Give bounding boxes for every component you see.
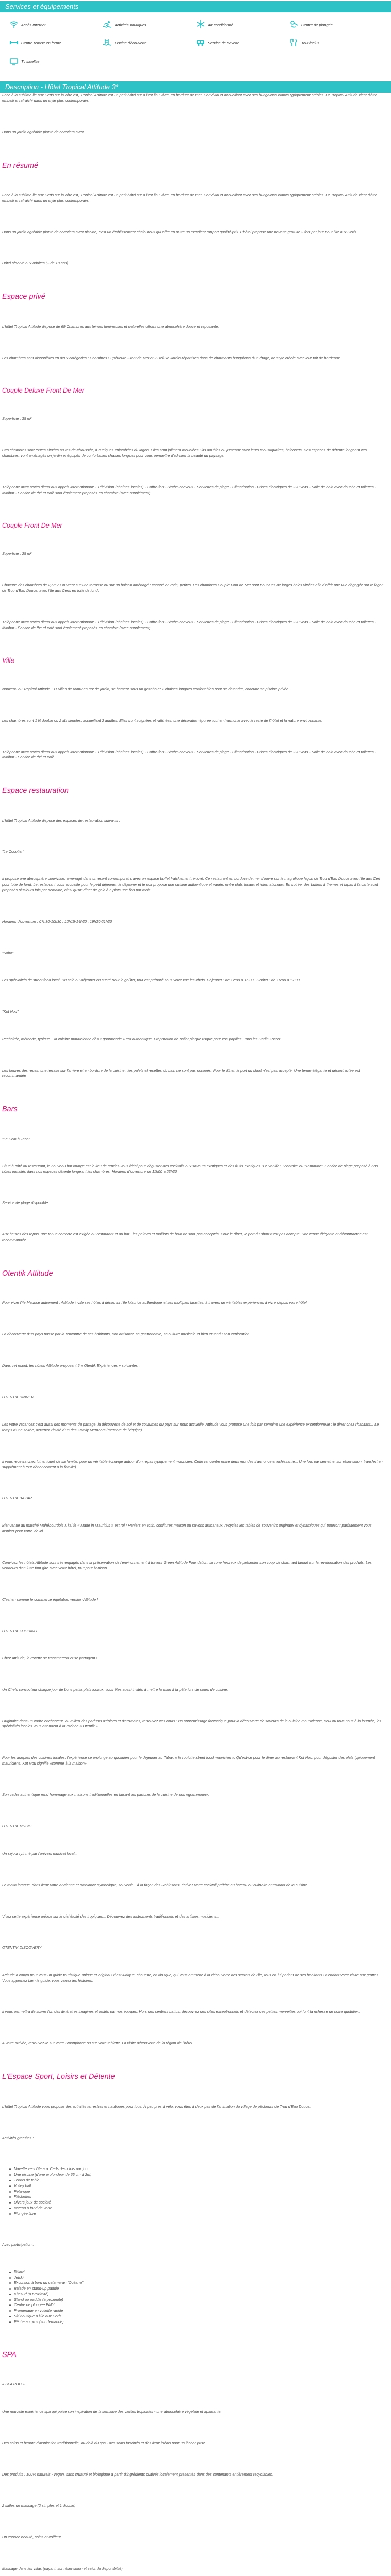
- paragraph: 2 salles de massage (2 simples et 1 double): [2, 2503, 76, 2508]
- paragraph: Les spécialités de street food local. Du salé au déjeuner ou sucré pour le goûter, tout est préparé sous votre vue les chefs. Déjeuner : de 12:00 à 15:00 | Goûter : de 16:00 à 17:00: [2, 977, 300, 982]
- dumbbell-icon: [9, 38, 19, 49]
- list-item: Tennis de table: [9, 2178, 389, 2183]
- list-item: Ski nautique à l'île aux Cerfs: [9, 2314, 389, 2319]
- paragraph: Pechoirée, méthode, typique... la cuisine mauricienne dès « gourmande » est authentique. Préparation de palier plaque risque pour vos papilles. Tous les Carlin Foster: [2, 1036, 281, 1041]
- paragraph: "Sobo": [2, 950, 14, 955]
- list-item: Volley ball: [9, 2183, 389, 2189]
- section-title: L'Espace Sport, Loisirs et Détente: [2, 2073, 115, 2081]
- list-item: Centre de plongée PADI: [9, 2302, 389, 2308]
- equipment-item: [289, 20, 383, 31]
- equipment-item: [196, 38, 289, 49]
- paragraph: Le matin lorsque, dans lieux votre ancienne et ambiance symbolique, souvenir... À la façon des Robinsons, écrivez votre cocktail préféré au bateau ou culinaire entrainant de la cuisine...: [2, 1882, 311, 1887]
- section-title: Otentik Attitude: [2, 1269, 53, 1278]
- paragraph: Une nouvelle expérience spa qui puise son inspiration de la semaine des vieilles tropicales - une atmosphère végétale et apaisante.: [2, 2409, 222, 2414]
- paragraph: Attitude a conçu pour vous un guide touristique unique et original ! Il est ludique, chouette, en kiosque, qui vous emmène à la découverte des secrets de l'île, tous en lui parlant de ses habitants ! Pendant votre visite aux grottes. Vous apprenez bien le guide, vous verrez les histoires.: [2, 1972, 380, 1983]
- equipment-item: [103, 38, 196, 49]
- equipment-label: Tv satellite: [21, 59, 40, 64]
- equipment-label: Tout inclus: [301, 41, 320, 46]
- paragraph: Un Chefs concocteur chaque jour de bons petits plats locaux, vous êtes aussi invités à mettre la main à la pâte lors de cours de cuisine.: [2, 1687, 229, 1692]
- section-title: Couple Deluxe Front De Mer: [2, 386, 85, 394]
- paragraph: « SPA POD »: [2, 2382, 25, 2387]
- equipment-label: Piscine découverte: [115, 41, 147, 46]
- bullet-list: [9, 2166, 389, 2216]
- description-content: [0, 93, 391, 2576]
- section-title: En résumé: [2, 161, 39, 170]
- paragraph: L'hôtel Tropical Attitude vous propose des activités terrestres et nautiques pour tous. À peu près à vélo, vous êtes à deux pas de l'animation du village de pêcheurs de Trou d'Eau Douce.: [2, 2104, 311, 2109]
- paragraph: OTENTIK FOODING: [2, 1628, 37, 1633]
- paragraph: OTENTIK DINNER: [2, 1395, 34, 1400]
- pool-icon: [103, 38, 112, 49]
- paragraph: Les chambres sont disponibles en deux catégories : Chambres Supérieure Front de Mer et 2 Deluxe Jardin-répartisen dans de charmants bungalows d'un étage, de style créole avec leur toit de bardeaux.: [2, 355, 341, 360]
- paragraph: OTENTIK DISCOVERY: [2, 1945, 42, 1950]
- paragraph: Les chambres sont 1 lit double ou 2 lits simples, accueillent 2 adultes. Elles sont soignées et raffinées, une décoration épurée tout en harmonie avec le reste de l'hôtel et la nature environnante.: [2, 718, 323, 723]
- paragraph: Dans cet esprit, les hôtels Attitude proposent 5 « Otentik Expériences » suivantes :: [2, 1363, 140, 1368]
- wifi-icon: [9, 20, 19, 31]
- paragraph: Chacune des chambres de 2,5m2 s'ouvrent sur une terrasse ou sur un balcon aménagé : canapé en rotin, petites. Les chambres Couple Font de Mer sont pourvues de larges baies vitrées afin d'offrir une vue dégagée sur le lagon de Trou d'Eau Douce, avec l'île aux Cerfs en toile de fond.: [2, 583, 384, 594]
- paragraph: L'hôtel Tropical Attitude dispose de 69 Chambres aux teintes lumineuses et naturelles offrant une atmosphère douce et reposante.: [2, 324, 219, 329]
- paragraph: A votre arrivée, retrouvez-le sur votre Smartphone ou sur votre tablette. La visite découverte de la région de l'hôtel.: [2, 2041, 193, 2046]
- equipment-label: Centre remise en forme: [21, 41, 61, 46]
- paragraph: C'est en somme le commerce équitable, version Attitude !: [2, 1597, 99, 1602]
- swimmer-icon: [103, 20, 112, 31]
- paragraph: Un espace beauté, soins et coiffeur: [2, 2534, 61, 2539]
- paragraph: L'hôtel Tropical Attitude dispose des espaces de restauration suivants :: [2, 818, 120, 823]
- intro-paragraph: Dans un jardin agréable planté de cocotiers avec ...: [2, 129, 88, 134]
- paragraph: Bienvenue au marché Mahébourdois !, l'al fe « Made in Mauritius » est roi ! Paniers en rotin, confitures maison ou savons artisanaux, recycles les tables de souvenirs originaux et dynamiques qui pourront parfaitement vous inspirer pour votre vie ici.: [2, 1523, 372, 1534]
- paragraph: Vivez cette expérience unique sur le ciel étoilé des tropiques... Découvrez des instruments traditionnels et des artistes musiciens...: [2, 1913, 220, 1919]
- paragraph: Massage dans les villas (payant, sur réservation et selon la disponibilité): [2, 2566, 123, 2571]
- equipment-label: Centre de plongée: [301, 22, 333, 27]
- section-title: SPA: [2, 2350, 17, 2359]
- all-inclusive-icon: [289, 38, 299, 49]
- list-item: Bateau à fond de verre: [9, 2206, 389, 2211]
- paragraph: Horaires d'ouverture : 07h30-10h30 : 12h15-14h30 : 19h30-21h30: [2, 919, 112, 924]
- section-title: Couple Front De Mer: [2, 521, 62, 529]
- paragraph: Un séjour rythmé par l'univers musical local...: [2, 1851, 78, 1856]
- equipment-grid: [0, 12, 391, 74]
- list-item: Pétanque: [9, 2189, 389, 2195]
- equipment-label: Service de navette: [208, 41, 240, 46]
- paragraph: Service de plage disponible: [2, 1200, 48, 1206]
- section-title: Villa: [2, 656, 14, 664]
- diver-icon: [289, 20, 299, 31]
- equipment-label: Activités nautiques: [115, 22, 146, 27]
- paragraph: Des soins et beauté d'inspiration traditionnelle, au-delà du spa - des soins fascinés et des lieux idéals pour un lâcher prise.: [2, 2440, 206, 2445]
- equipment-label: Air conditionné: [208, 22, 233, 27]
- paragraph: Dans un jardin agréable planté de cocotiers avec piscine, c'est un établissement chaleureux qui offre en outre un excellent rapport qualité-prix. L'hôtel propose une navette gratuite 2 fois par jour pour l'île aux Cerfs.: [2, 229, 357, 234]
- paragraph: Situé à côté du restaurant, le nouveau bar lounge est le lieu de rendez-vous idéal pour déguster des cocktails aux saveurs exotiques et des fruits exotiques "Le Vanille", "Zohraie" ou "Tamarine". Service de plage proposé à nos hôtes installés dans nos espaces détente longeant les chambres. Horaires d'ouverture de 11h00 à 23h30: [2, 1163, 378, 1174]
- list-item: Balade en stand-up paddle: [9, 2286, 389, 2292]
- equipment-item: [9, 20, 103, 31]
- list-item: Promenade en voilette rapide: [9, 2308, 389, 2314]
- section-title: Bars: [2, 1105, 18, 1114]
- list-item: Pêche au gros (sur demande): [9, 2319, 389, 2325]
- section-title: Espace privé: [2, 293, 45, 301]
- list-item: Plongée libre: [9, 2211, 389, 2217]
- paragraph: Il vous recevra chez lui, entouré de sa famille, pour un véritable échange autour d'un repas typiquement mauricien. Cette rencontre entre deux mondes s'annonce enrichissante... Une fois par semaine, sur réservation, transfert en supplément à tout dénoncement à la famille): [2, 1459, 383, 1469]
- paragraph: "Kot Nou": [2, 1009, 19, 1014]
- paragraph: Téléphone avec accès direct aux appels internationaux - Télévision (chaînes locales) - Coffre-fort - Sèche-cheveux - Serviettes de plage - Climatisation - Prises électriques de 220 volts - Salle de bain avec douche et toilettes - Minibar - Service de thé et café sont également proposés en chambre (avec supplément).: [2, 620, 377, 630]
- paragraph: Convivez les hôtels Attitude sont très engagés dans la préservation de l'environnement à travers Green Attitude Foundation, la zone heureux de présenter son coup de charmant tamdé sur la revalorisation des produits. Les vendeurs d'en lutte font gîte avec votre hôtel, tout pour l'artisan.: [2, 1560, 372, 1570]
- list-item: Navette vers l'île aux Cerfs deux fois par jour: [9, 2166, 389, 2172]
- paragraph: Pour les adeptes des cuisines locales, l'expérience se prolonge au quotidien pour le déjeuner au Tabar, « le roulotte street food mauricien ». Qu'est-ce pour le dîner au restaurant Kot Nou, pour déguster des plats typiquement mauriciens. Kot Nou signifie «comme à la maison».: [2, 1755, 376, 1766]
- list-item: Jetski: [9, 2275, 389, 2281]
- paragraph: Face à la sublime île aux Cerfs sur la côte est, Tropical Attitude est un petit hôtel sur à l'est lieu vivre, en bordure de mer. Convivial et accueillant avec ses bungalows blancs typiquement créoles. Le Tropical Attitude vient d'être embelli et rafraîchi dans un style plus contemporain.: [2, 192, 377, 203]
- description-header: Description - Hôtel Tropical Attitude 3*: [0, 81, 391, 93]
- paragraph: Pour vivre l'île Maurice autrement : Attitude invite ses hôtes à découvrir l'île Maurice authentique et ses multiples facettes, à travers de véritables expériences à vivre depuis votre hôtel.: [2, 1300, 308, 1306]
- paragraph: Nouveau au Tropical Attitude ! 11 villas de 60m2 en rez de jardin, se hament sous un gazebo et 2 chaises longues confortables pour se détendre, chacune sa piscine privée.: [2, 686, 290, 691]
- paragraph: Avec participation :: [2, 2242, 34, 2247]
- paragraph: La découverte d'un pays passe par la rencontre de ses habitants, son artisanat, sa gastronomie, sa culture musicale et bien entendu son exploration.: [2, 1332, 251, 1337]
- paragraph: Les heures des repas, une terrase sur l'arrière et en bordure de la cuisine , les palets el recettes du bain ne sont pas occupés. Pour le dîner, le port du short n'est pas accepté. Une tenue élégante et décontractée est recommandée: [2, 1067, 360, 1078]
- equipment-label: Accès Internet: [21, 22, 46, 27]
- paragraph: Téléphone avec accès direct aux appels internationaux - Télévision (chaînes locales) - Coffre-fort - Sèche-cheveux - Serviettes de plage - Climatisation - Prises électriques de 220 volts - Salle de bain avec douche et toilettes - Minibar - Service de thé et café sont également proposés en chambre (avec supplément).: [2, 484, 377, 495]
- equipment-item: [103, 20, 196, 31]
- paragraph: Activités gratuites :: [2, 2135, 34, 2140]
- satellite-icon: [9, 57, 19, 68]
- paragraph: Chez Attitude, la recette se transmettent et se partagent !: [2, 1655, 97, 1660]
- snowflake-icon: [196, 20, 205, 31]
- list-item: Divers jeux de société: [9, 2200, 389, 2206]
- paragraph: Il propose une atmosphère conviviale, aménagé dans un esprit contemporain, avec un espace buffet fraîchement rénové. Ce restaurant en bordure de mer s'ouvre sur le magnifique lagon de Trou d'Eau Douce avec l'île aux Cerf pour toile de fond. Le restaurant vous accueille pour le petit déjeuner, le déjeuner et le soir propose une cuisine authentique et variée, entre plats locaux et internationaux. En soirée, des buffets à thèmes et tapas à la carte sont proposés plusieurs fois par semaine, ainsi qu'un dîner de gala à 5 plats une fois par mois.: [2, 876, 380, 892]
- paragraph: Superficie : 35 m²: [2, 416, 32, 421]
- list-item: Fléchettes: [9, 2194, 389, 2200]
- list-item: Kitesurf (à proximité): [9, 2292, 389, 2297]
- list-item: Stand up paddle (à proximité): [9, 2297, 389, 2303]
- equipment-item: [9, 38, 103, 49]
- equipment-header: Services et équipements: [0, 1, 391, 12]
- list-item: Billard: [9, 2269, 389, 2275]
- list-item: Une piscine (d'une profondeur de 65 cm à 2m): [9, 2172, 389, 2178]
- equipment-item: [9, 57, 103, 68]
- paragraph: Superficie : 25 m²: [2, 551, 32, 556]
- paragraph: Des produits : 100% naturels - vegan, sans cruauté et biologique à partir d'ingrédients cultivés localement présentés dans des contenants entièrement recyclables.: [2, 2471, 273, 2477]
- list-item: Excursion à bord du catamaran "Océane": [9, 2280, 389, 2286]
- paragraph: Les votre vacances c'est aussi des moments de partage, la découverte de soi et de coutumes du pays sur nous accueille. Attitude vous propose une fois par semaine une expérience exceptionnelle : le diner chez l'habitant... Le temps d'une soirée, devenez l'invité d'un des Family Members (membre de l'équipe).: [2, 1421, 379, 1432]
- paragraph: OTENTIK BAZAR: [2, 1496, 32, 1501]
- paragraph: "Le Coin à Taco": [2, 1136, 30, 1141]
- equipment-item: [196, 20, 289, 31]
- bullet-list: [9, 2269, 389, 2325]
- paragraph: "Le Cocotier": [2, 849, 24, 854]
- paragraph: Aux heures des repas, une tenue correcte est exigée au restaurant et au bar , les palmes et maillots de bain ne sont pas acceptés. Pour le dîner, le port du short n'est pas accepté. Une tenue élégante et décontractée est recommandée.: [2, 1232, 368, 1243]
- paragraph: Téléphone avec accès direct aux appels internationaux - Télévision (chaînes locales) - Coffre-fort - Sèche-cheveux - Serviettes de plage - Climatisation - Prises électriques de 220 volts - Salle de bain avec douche et toilettes - Minibar - Service de thé et café.: [2, 749, 377, 760]
- intro-paragraph: Face à la sublime île aux Cerfs sur la côte est, Tropical Attitude est un petit hôtel sur à l'est lieu vivre, en bordure de mer. Convivial et accueillant avec ses bungalows blancs typiquement créoles. Le Tropical Attitude vient d'être embelli et rafraîchi dans un style plus contemporain.: [2, 92, 377, 103]
- shuttle-icon: [196, 38, 205, 49]
- paragraph: Hôtel réservé aux adultes (+ de 18 ans): [2, 261, 68, 266]
- paragraph: Ces chambres sont toutes situées au rez-de-chaussée, à quelques enjambées du lagon. Elles sont joliment meublées : lits doubles ou jumeaux avec leurs moustiquaires, balconets. Des espaces de détente longeant ces chambres, vont aménagés un jardin et équipés de confortables chaises longues pour vous permettre d'admirer la beauté du paysage.: [2, 448, 367, 459]
- equipment-item: [289, 38, 383, 49]
- paragraph: Son cadre authentique rend hommage aux maisons traditionnelles en faisant les parfums de la cuisine de nos «grammoun».: [2, 1792, 209, 1798]
- paragraph: Il vous permettra de suivre l'un des itinéraires imaginés et testés par nos équipes. Hors des sentiers battus, découvrez des sites exceptionnels et détectez ces petites merveilles qui font la richesse de notre quotidien.: [2, 2009, 361, 2014]
- paragraph: OTENTIK MUSIC: [2, 1824, 32, 1829]
- section-title: Espace restauration: [2, 787, 69, 795]
- paragraph: Originaire dans un cadre enchanteur, au milieu des parfums d'épices et d'aromates, retrouvez ces cours : un apprentissage fantastique pour la découverte de saveurs de la cuisine mauricienne, seul ou tous nous à la journée, les spécialités locales vous attendent à la ravinée « Otentik »...: [2, 1718, 381, 1729]
